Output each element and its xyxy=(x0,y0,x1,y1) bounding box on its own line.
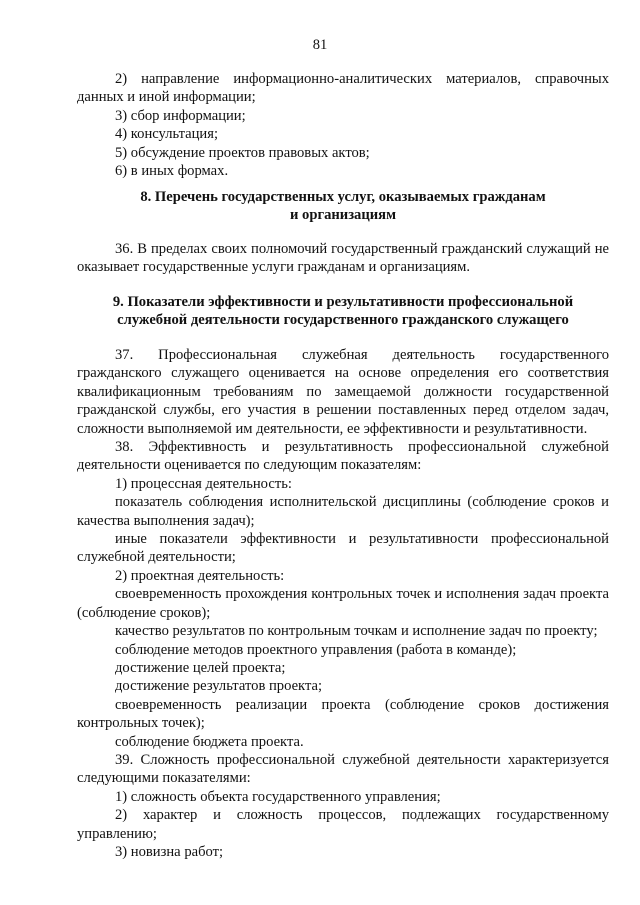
list-item: 4) консультация; xyxy=(115,126,219,143)
paragraph: 1) сложность объекта государственного управления; xyxy=(115,788,441,805)
list-item: 5) обсуждение проектов правовых актов; xyxy=(115,144,370,161)
section-8-heading xyxy=(77,188,609,225)
paragraph: качество результатов по контрольным точкам и исполнение задач по проекту; xyxy=(115,623,598,640)
paragraph: своевременность прохождения контрольных точек и исполнения задач проекта (соблюдение сроков); xyxy=(77,586,609,621)
paragraph: достижение результатов проекта; xyxy=(115,678,323,695)
list-item: 2) направление информационно-аналитических материалов, справочных данных и иной информации; xyxy=(77,71,609,106)
section-9-body xyxy=(77,346,609,861)
paragraph: 2) характер и сложность процессов, подлежащих государственному управлению; xyxy=(77,807,609,842)
paragraph: своевременность реализации проекта (соблюдение сроков достижения контрольных точек); xyxy=(77,696,609,732)
section-heading-line: 8. Перечень государственных услуг, оказываемых гражданам xyxy=(140,189,546,205)
intro-list xyxy=(77,70,609,180)
paragraph: соблюдение бюджета проекта. xyxy=(115,733,304,750)
section-heading-line: служебной деятельности государственного гражданского служащего xyxy=(117,312,569,329)
paragraph: 36. В пределах своих полномочий государственный гражданский служащий не оказывает государственные услуги гражданам и организациям. xyxy=(77,241,609,276)
paragraph: 2) проектная деятельность: xyxy=(115,567,285,584)
paragraph: 39. Сложность профессиональной служебной деятельности характеризуется следующими показателями: xyxy=(77,751,609,787)
list-item: 6) в иных формах. xyxy=(115,163,229,180)
section-heading-line: 9. Показатели эффективности и результативности профессиональной xyxy=(112,294,574,310)
section-heading-line: и организациям xyxy=(289,207,397,224)
paragraph: 37. Профессиональная служебная деятельность государственного гражданского служащего оценивается на основе определения его соответствия квалификационным требованиям по замещаемой должности государственной гражданской службы, его участия в решении поставленных перед отделом задач, сложности выполняемой им деятельности, ее эффективности и результативности. xyxy=(77,347,609,437)
paragraph: 1) процессная деятельность: xyxy=(115,475,292,492)
paragraph: достижение целей проекта; xyxy=(115,659,286,676)
list-item: 3) сбор информации; xyxy=(115,107,246,124)
page-number: 81 xyxy=(312,37,328,53)
paragraph: иные показатели эффективности и результативности профессиональной служебной деятельности; xyxy=(77,531,609,566)
paragraph: показатель соблюдения исполнительской дисциплины (соблюдение сроков и качества выполнения задач); xyxy=(77,494,609,529)
paragraph: 38. Эффективность и результативность профессиональной служебной деятельности оценивается по следующим показателям: xyxy=(77,439,609,474)
section-9-heading xyxy=(77,293,609,330)
paragraph: 3) новизна работ; xyxy=(115,843,224,860)
paragraph: соблюдение методов проектного управления (работа в команде); xyxy=(115,641,517,658)
section-8-body xyxy=(77,240,609,277)
